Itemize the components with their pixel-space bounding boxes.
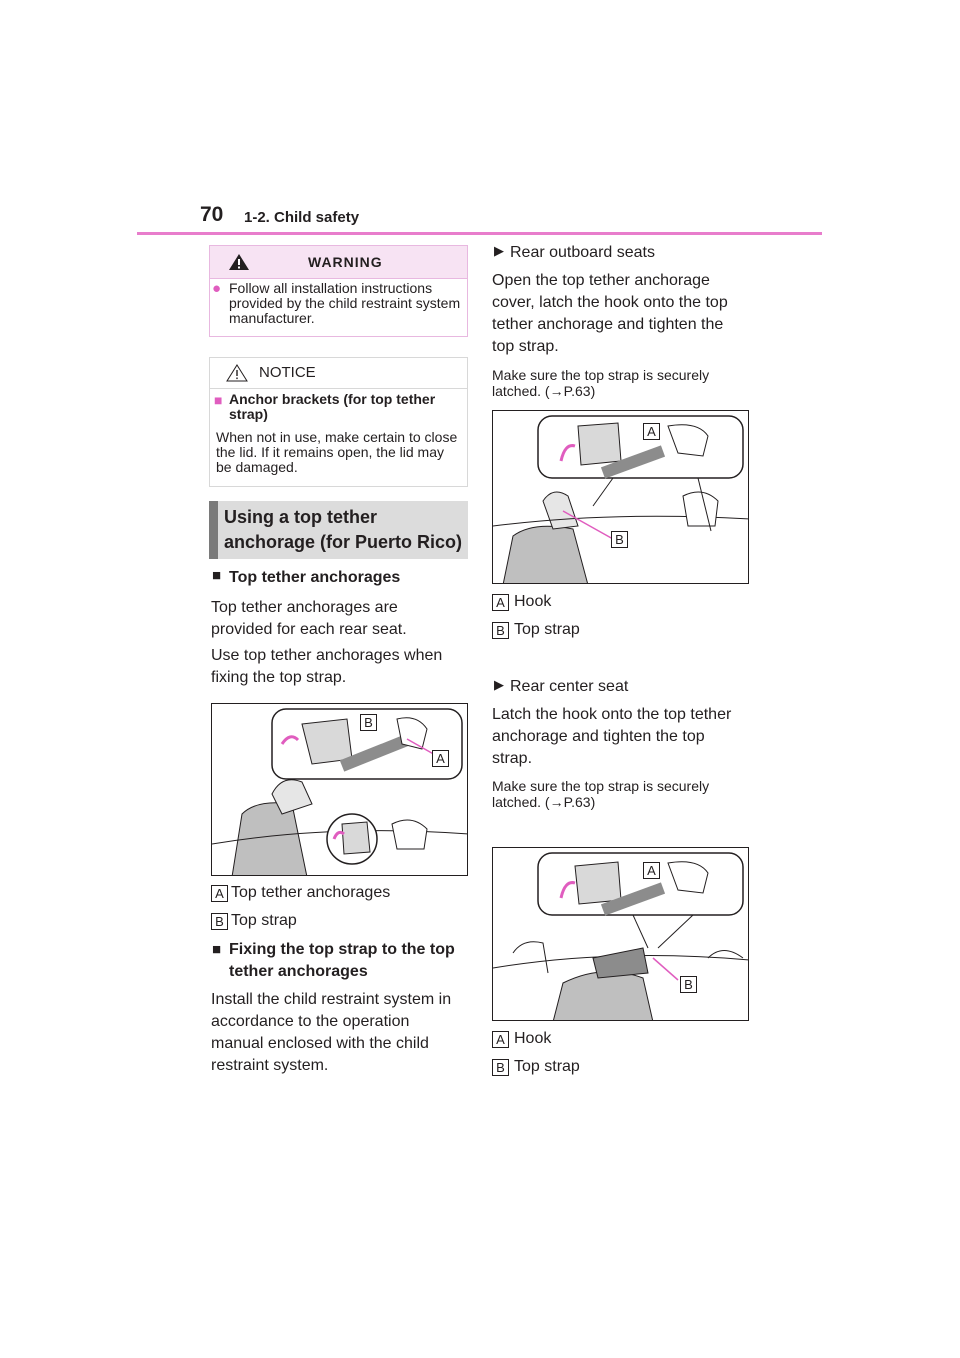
square-bullet-icon: ■ [212, 567, 222, 584]
figure-label-a: A [643, 423, 660, 440]
triangle-bullet-icon: ▶ [494, 243, 504, 258]
legend-label-b: B [211, 913, 228, 930]
caution-icon [226, 364, 248, 382]
heading-fixing-strap: Fixing the top strap to the top tether anchorages [229, 941, 455, 980]
figure-outboard-seat [492, 410, 749, 584]
legend-text-a: Top tether anchorages [231, 884, 391, 901]
legend-text-hook: Hook [514, 593, 552, 610]
legend-label-a: A [492, 594, 509, 611]
warning-text: Follow all installation instructions provided by the child restraint system manufacturer. [229, 280, 461, 326]
note: Make sure the top strap is securely latched. (→P.63) [492, 367, 710, 399]
square-bullet-icon: ■ [212, 941, 222, 958]
warning-title: WARNING [308, 254, 383, 270]
figure-top-tether-anchorages [211, 703, 468, 876]
notice-subtitle: Anchor brackets (for top tether strap) [229, 391, 436, 422]
notice-title: NOTICE [259, 364, 316, 381]
section-heading-bar [209, 501, 218, 559]
figure-label-a: A [432, 750, 449, 767]
section-heading: Using a top tether anchorage (for Puerto Rico) [224, 507, 463, 552]
notice-text: When not in use, make certain to close the lid. If it remains open, the lid may be damaged. [216, 429, 458, 475]
heading-top-tether: Top tether anchorages [229, 569, 401, 586]
paragraph: Latch the hook onto the top tether anchorage and tighten the top strap. [492, 706, 732, 767]
figure-label-b: B [680, 976, 697, 993]
subheading-center: Rear center seat [510, 678, 629, 695]
paragraph: Use top tether anchorages when fixing the top strap. [211, 647, 443, 686]
page-number: 70 [200, 203, 224, 226]
legend-text-b: Top strap [231, 912, 297, 929]
seat-illustration [493, 411, 749, 584]
paragraph: Open the top tether anchorage cover, latch the hook onto the top tether anchorage and tighten the top strap. [492, 272, 728, 355]
triangle-bullet-icon: ▶ [494, 677, 504, 692]
bullet-icon: ● [212, 280, 222, 297]
figure-label-b: B [360, 714, 377, 731]
square-bullet-icon: ■ [214, 392, 223, 408]
subheading-outboard: Rear outboard seats [510, 244, 655, 261]
note: Make sure the top strap is securely latched. (→P.63) [492, 778, 710, 810]
legend-text-strap: Top strap [514, 1058, 580, 1075]
header-rule [137, 232, 822, 235]
legend-text-strap: Top strap [514, 621, 580, 638]
figure-label-b: B [611, 531, 628, 548]
section-title: 1-2. Child safety [244, 209, 360, 226]
warning-icon [228, 253, 250, 271]
legend-text-hook: Hook [514, 1030, 552, 1047]
figure-label-a: A [643, 862, 660, 879]
seat-illustration [493, 848, 749, 1021]
legend-label-a: A [211, 885, 228, 902]
seat-illustration [212, 704, 468, 876]
legend-label-b: B [492, 622, 509, 639]
figure-center-seat [492, 847, 749, 1021]
paragraph: Top tether anchorages are provided for each rear seat. [211, 599, 407, 638]
paragraph: Install the child restraint system in accordance to the operation manual enclosed with the child restraint system. [211, 991, 452, 1074]
legend-label-b: B [492, 1059, 509, 1076]
legend-label-a: A [492, 1031, 509, 1048]
notice-header [210, 358, 467, 389]
